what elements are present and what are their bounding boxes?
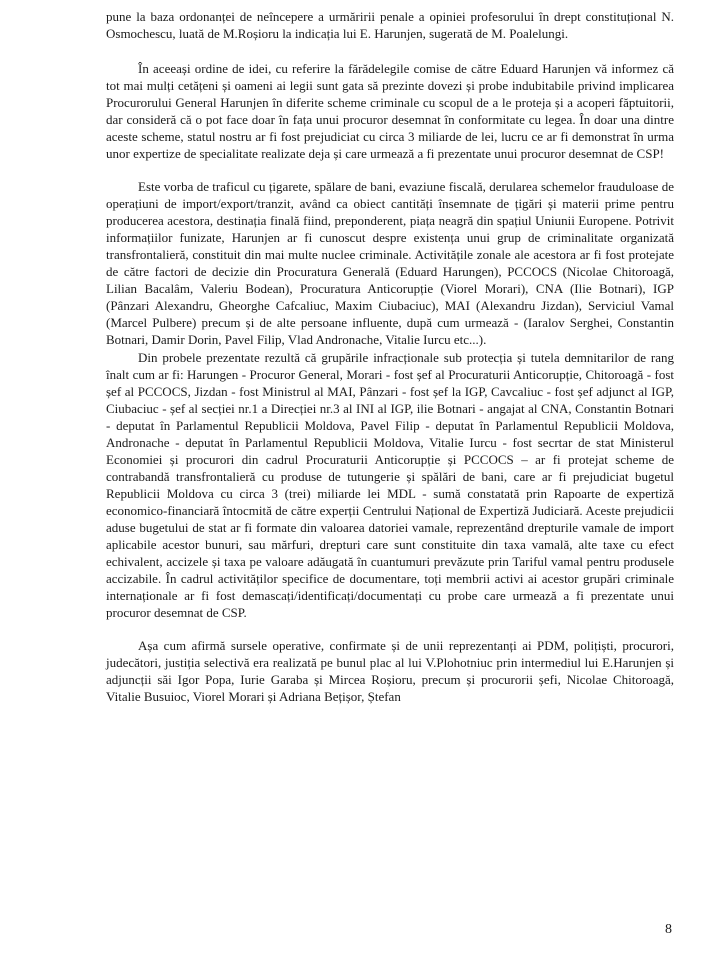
paragraph-3: Este vorba de traficul cu țigarete, spălare de bani, evaziune fiscală, derularea schemelor frauduloase de operațiuni de import/export/tranzit, având ca obiect cantități însemnate de țigări și materii prime pentru producerea acestora, destinația finală fiind, preponderent, piața neagră din spațiul Uniunii Europene. Potrivit informațiilor funizate, Harunjen ar fi cunoscut despre existența unui grup de criminalitate organizată transfrontalieră, constituit din mai multe nuclee criminale. Activitățile zonale ale acestora ar fi fost protejate de către factori de decizie din Procuratura Generală (Eduard Harungen), PCCOCS (Nicolae Chitoroagă, Lilian Bacalâm, Valeriu Bodean), Procuratura Anticorupție (Viorel Morari), CNA (Ilie Botnari), IGP (Pânzari Alexandru, Gheorghe Cafcaliuc, Maxim Ciubaciuc), MAI (Alexandru Jizdan), Serviciul Vamal (Marcel Pulbere) precum și de alte persoane influente, după cum urmează - (Iaralov Serghei, Constantin Botnari, Damir Dorin, Pavel Filip, Vlad Andronache, Vitalie Iurcu etc...). [106, 179, 674, 347]
paragraph-5: Așa cum afirmă sursele operative, confirmate și de unii reprezentanți ai PDM, polițiști, procurori, judecători, justiția selectivă era realizată pe bunul plac al lui V.Plohotniuc prin intermediul lui E.Harunjen și adjuncții săi Igor Popa, Iurie Garaba și Mircea Roșioru, precum și procurorii șefi, Nicolae Chitoroagă, Vitalie Busuioc, Viorel Morari și Adriana Bețișor, Ștefan [106, 638, 674, 704]
paragraph-4: Din probele prezentate rezultă că grupările infracționale sub protecția și tutela demnitarilor de rang înalt cum ar fi: Harungen - Procuror General, Morari - fost șef al Procuraturii Anticorupție, Chitoroagă - fost șef al PCCOCS, Jizdan - fost Ministrul al MAI, Pânzari - fost șef la IGP, Cavcaliuc - fost șef adjunct al IGP, Ciubaciuc - șef al secției nr.1 a Direcției nr.3 al INI al IGP, ilie Botnari - angajat al CNA, Constantin Botnari - deputat în Parlamentul Republicii Moldova, Pavel Filip - deputat în Parlamentul Republicii Moldova, Andronache - deputat în Parlamentul Republicii Moldova, Vitalie Iurcu - fost secrtar de stat Ministerul Economiei și procurori din cadrul Procuraturii Anticorupție și PCCOCS – ar fi protejat scheme de contrabandă transfrontalieră cu produse de tutungerie și spălări de bani, care ar fi prejudiciat bugetul Republicii Moldova cu circa 3 (trei) miliarde lei MDL - sumă constatată prin Rapoarte de expertiză economico-financiară întocmită de către experții Centrului Național de Expertiză Judiciară. Aceste prejudicii aduse bugetului de stat ar fi formate din valoarea datoriei vamale, reprezentând drepturile vamale de import aplicabile acestor bunuri, sau mărfuri, drepturi care sunt constituite din taxa vamală, alte taxe cu efect echivalent, accizele și taxa pe valoare adăugată în cuantumuri prevăzute prin Tariful vamal pentru produsele accizabile. În cadrul activităților specifice de documentare, toți membrii activi ai acestor grupări criminale internaționale ar fi fost demascați/identificați/documentați cu probe care urmează a fi prezentate unui procuror desemnat de CSP. [106, 350, 674, 620]
page-number: 8 [665, 922, 672, 937]
paragraph-1: pune la baza ordonanței de neîncepere a urmăririi penale a opiniei profesorului în drept constituțional N. Osmochescu, luată de M.Roșioru la indicația lui E. Harunjen, sugerată de M. Poalelungi. [106, 9, 674, 41]
paragraph-2: În aceeași ordine de idei, cu referire la fărădelegile comise de către Eduard Harunjen vă informez că tot mai mulți cetățeni și oameni ai legii sunt gata să prezinte dovezi și probe indubitabile privind implicarea Procurorului General Harunjen în diferite scheme criminale cu scopul de a le proteja și a acoperi făptuitorii, dar consideră că o pot face doar în fața unui procuror desemnat în conformitate cu legea. În doar una dintre aceste scheme, statul nostru ar fi fost prejudiciat cu circa 3 miliarde de lei, lucru ce ar fi demonstrat în urma unor expertize de specialitate realizate deja și care urmează a fi prezentate unui procuror desemnat de CSP! [106, 61, 674, 161]
